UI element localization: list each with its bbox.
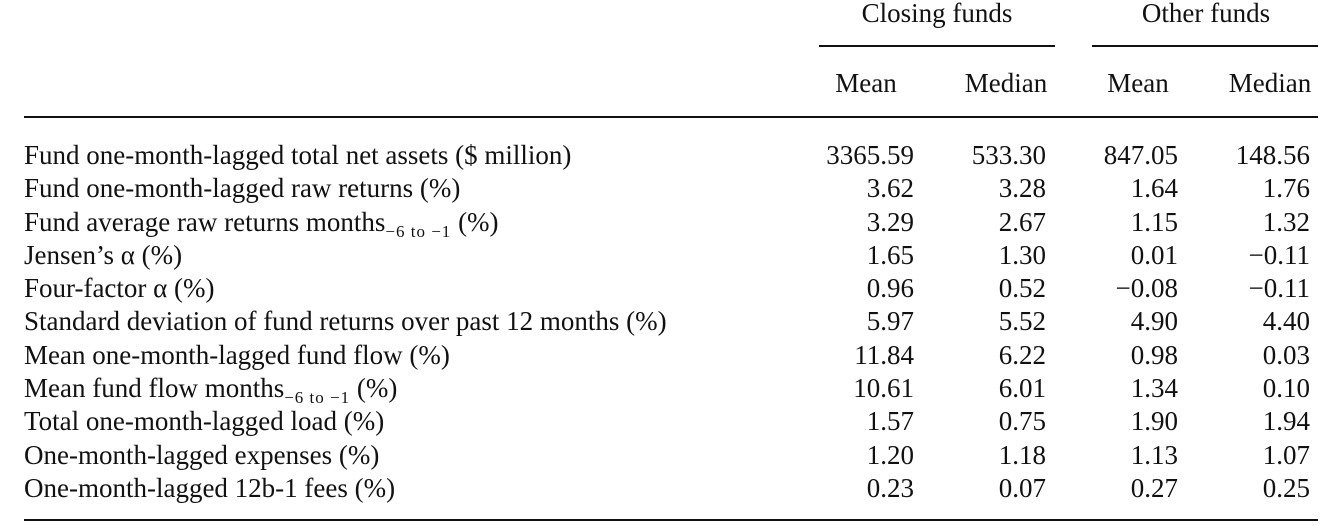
row-label xyxy=(24,305,667,338)
table-cell: 0.23 xyxy=(866,472,914,503)
table-cell: 3.29 xyxy=(866,206,914,237)
table-cell: 1.15 xyxy=(1130,206,1178,237)
row-label xyxy=(24,472,395,505)
table-cell: 847.05 xyxy=(1103,140,1178,170)
table-cell: 4.90 xyxy=(1130,306,1178,337)
row-label-text: Four-factor α (%) xyxy=(24,273,215,304)
table-cell: 0.25 xyxy=(1262,472,1310,503)
row-label-text: Standard deviation of fund returns over past 12 months (%) xyxy=(24,306,667,337)
summary-statistics-table xyxy=(24,0,1318,526)
row-label-text: Mean one-month-lagged fund flow (%) xyxy=(24,339,450,370)
closing-funds-rule xyxy=(819,45,1055,47)
row-label-text: Total one-month-lagged load (%) xyxy=(24,406,385,437)
header-bottom-rule xyxy=(24,116,1318,118)
table-cell: 0.03 xyxy=(1262,339,1310,370)
table-cell: 0.27 xyxy=(1130,472,1178,503)
table-cell: 6.22 xyxy=(998,339,1046,370)
table-cell: 0.75 xyxy=(998,406,1046,437)
table-cell: 4.40 xyxy=(1262,306,1310,337)
table-cell: 1.57 xyxy=(866,406,914,437)
row-label xyxy=(24,239,182,272)
row-label-text: Mean fund flow months xyxy=(24,373,285,404)
table-cell: 5.52 xyxy=(998,306,1046,337)
table-cell: 1.65 xyxy=(866,239,914,270)
table-cell: 1.90 xyxy=(1130,406,1178,437)
row-label-subscript: −6 to −1 xyxy=(284,388,351,408)
table-cell: 1.32 xyxy=(1262,206,1310,237)
table-cell: 0.10 xyxy=(1262,373,1310,404)
row-label-unit: (%) xyxy=(451,206,499,237)
table-cell: 148.56 xyxy=(1235,140,1310,170)
table-cell: 6.01 xyxy=(998,373,1046,404)
table-cell: 1.20 xyxy=(866,439,914,470)
table-row xyxy=(24,405,1318,438)
row-label xyxy=(24,139,571,172)
table-row xyxy=(24,372,1318,408)
table-cell: 3.62 xyxy=(866,173,914,204)
table-cell: 0.01 xyxy=(1130,239,1178,270)
header-closing-median: Median xyxy=(964,68,1048,98)
row-label xyxy=(24,339,450,372)
table-cell: 3.28 xyxy=(998,173,1046,204)
table-cell: 10.61 xyxy=(853,373,914,404)
table-cell: 533.30 xyxy=(971,140,1046,170)
header-closing-mean: Mean xyxy=(835,68,897,98)
table-row xyxy=(24,172,1318,205)
table-cell: 1.94 xyxy=(1262,406,1310,437)
header-closing-funds: Closing funds xyxy=(861,0,1013,28)
header-other-funds: Other funds xyxy=(1141,0,1271,28)
table-cell: 1.76 xyxy=(1262,173,1310,204)
row-label xyxy=(24,405,384,438)
row-label-subscript: −6 to −1 xyxy=(385,221,452,241)
table-row xyxy=(24,206,1318,239)
other-funds-rule xyxy=(1092,45,1318,47)
row-label-text: Fund one-month-lagged raw returns (%) xyxy=(24,173,461,204)
table-cell: 11.84 xyxy=(854,339,914,370)
table-cell: 0.52 xyxy=(998,273,1046,304)
row-label-text: Jensen’s α (%) xyxy=(24,239,183,270)
table-row xyxy=(24,305,1318,338)
table-cell: 1.07 xyxy=(1262,439,1310,470)
table-cell: 0.96 xyxy=(866,273,914,304)
table-cell: 1.64 xyxy=(1130,173,1178,204)
row-label-unit: (%) xyxy=(350,373,398,404)
table-row xyxy=(24,272,1318,305)
row-label xyxy=(24,439,379,472)
table-cell: 3365.59 xyxy=(826,140,914,170)
table-bottom-rule xyxy=(24,519,1318,521)
row-label xyxy=(24,272,215,305)
table-cell: −0.11 xyxy=(1248,239,1310,270)
header-other-median: Median xyxy=(1228,68,1312,98)
row-label-text: One-month-lagged 12b-1 fees (%) xyxy=(24,472,396,503)
table-cell: −0.11 xyxy=(1248,273,1310,304)
row-label-text: One-month-lagged expenses (%) xyxy=(24,439,380,470)
header-other-mean: Mean xyxy=(1107,68,1169,98)
table-cell: 2.67 xyxy=(998,206,1046,237)
table-cell: 5.97 xyxy=(866,306,914,337)
row-label-text: Fund one-month-lagged total net assets ($ million) xyxy=(24,140,572,170)
table-row xyxy=(24,239,1318,272)
table-row xyxy=(24,139,1318,172)
table-body xyxy=(24,139,1318,505)
table-row xyxy=(24,339,1318,372)
table-cell: 1.34 xyxy=(1130,373,1178,404)
table-cell: −0.08 xyxy=(1115,273,1178,304)
table-cell: 0.07 xyxy=(998,472,1046,503)
row-label-text: Fund average raw returns months xyxy=(24,206,386,237)
table-cell: 0.98 xyxy=(1130,339,1178,370)
row-label xyxy=(24,172,460,205)
table-cell: 1.30 xyxy=(998,239,1046,270)
table-row xyxy=(24,439,1318,472)
table-row xyxy=(24,472,1318,505)
table-cell: 1.18 xyxy=(998,439,1046,470)
table-cell: 1.13 xyxy=(1130,439,1178,470)
